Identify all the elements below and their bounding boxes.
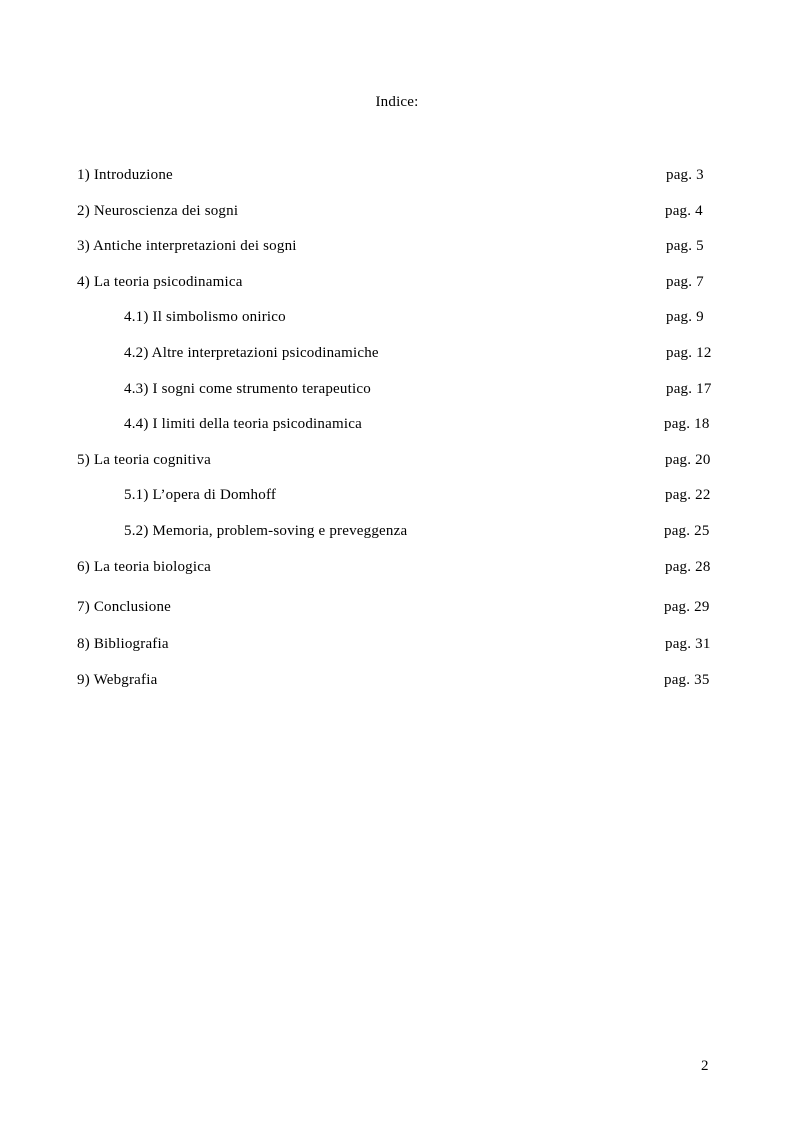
page-number: 2: [701, 1058, 709, 1074]
toc-entry-page: pag. 18: [664, 416, 710, 432]
toc-entry-page: pag. 9: [666, 309, 704, 325]
toc-entry-page: pag. 17: [666, 381, 712, 397]
toc-entry-label: 4.2) Altre interpretazioni psicodinamiche: [124, 345, 379, 361]
toc-entry-page: pag. 12: [666, 345, 712, 361]
toc-entry-label: 1) Introduzione: [77, 167, 173, 183]
toc-entry: [0, 597, 794, 617]
toc-entry-label: 4) La teoria psicodinamica: [77, 274, 243, 290]
toc-entry-label: 5.1) L’opera di Domhoff: [124, 487, 277, 503]
toc-entry-label: 4.1) Il simbolismo onirico: [124, 309, 286, 325]
toc-entry-label: 5) La teoria cognitiva: [77, 452, 211, 468]
toc-entry: [0, 634, 794, 654]
toc-entry-label: 8) Bibliografia: [77, 636, 169, 652]
toc-entry-label: 7) Conclusione: [77, 599, 172, 615]
toc-entry: [0, 201, 794, 221]
toc-subentry: [0, 379, 794, 399]
toc-entry: [0, 272, 794, 292]
toc-entry: [0, 670, 794, 690]
toc-subentry: [0, 343, 794, 363]
toc-entry: [0, 450, 794, 470]
toc-entry-label: 9) Webgrafia: [77, 672, 158, 688]
toc-entry-label: 2) Neuroscienza dei sogni: [77, 203, 239, 219]
toc-entry-label: 6) La teoria biologica: [77, 559, 211, 575]
toc-subentry: [0, 485, 794, 505]
toc-entry-page: pag. 25: [664, 523, 710, 539]
toc-entry-page: pag. 3: [666, 167, 704, 183]
toc-subentry: [0, 307, 794, 327]
toc-entry-label: 3) Antiche interpretazioni dei sogni: [77, 238, 297, 254]
toc-entry-page: pag. 5: [666, 238, 704, 254]
toc-entry-page: pag. 7: [666, 274, 704, 290]
toc-entry-page: pag. 35: [664, 672, 710, 688]
toc-entry: [0, 236, 794, 256]
toc-entry-label: 4.3) I sogni come strumento terapeutico: [124, 381, 371, 397]
page-title: Indice:: [375, 94, 419, 110]
toc-entry-page: pag. 22: [665, 487, 711, 503]
toc-entry-page: pag. 28: [665, 559, 711, 575]
toc-entry-page: pag. 29: [664, 599, 710, 615]
toc-entry-label: 4.4) I limiti della teoria psicodinamica: [124, 416, 362, 432]
toc-subentry: [0, 414, 794, 434]
toc-entry-page: pag. 4: [665, 203, 703, 219]
toc-entry-page: pag. 20: [665, 452, 711, 468]
toc-entry: [0, 557, 794, 577]
toc-entry-page: pag. 31: [665, 636, 711, 652]
toc-entry: [0, 165, 794, 185]
toc-entry-label: 5.2) Memoria, problem-soving e preveggenza: [124, 523, 408, 539]
toc-subentry: [0, 521, 794, 541]
